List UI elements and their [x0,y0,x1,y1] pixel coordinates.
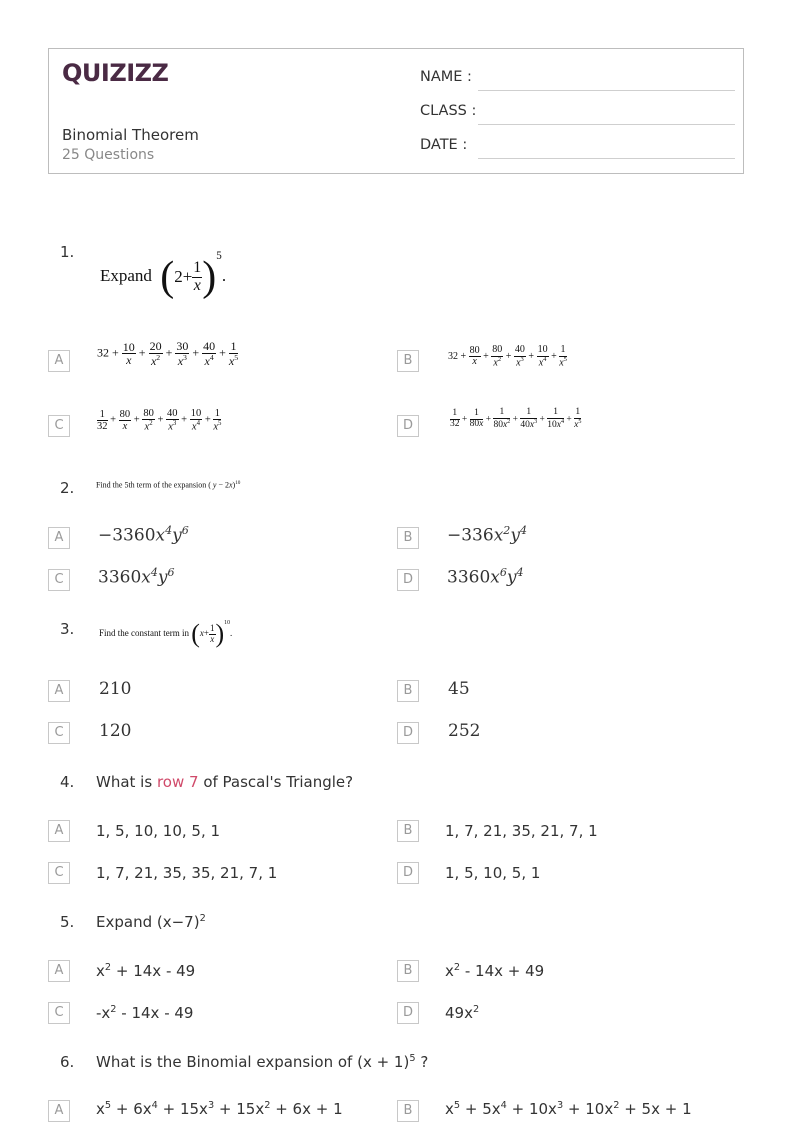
name-line[interactable] [478,90,735,91]
question-number: 1. [60,243,75,261]
question-number: 6. [60,1053,75,1071]
prompt-text: Expand (x−7) [96,913,200,931]
class-field[interactable] [420,103,735,127]
prompt-text: Expand [100,266,152,285]
question-prompt: Find the 5th term of the expansion ( y − 2x)$^{10}$ [96,480,241,490]
question-number: 4. [60,773,75,791]
question-number: 3. [60,620,75,638]
option-c-box[interactable]: C [48,722,70,744]
option-b-box[interactable]: B [397,527,419,549]
option-b-text: 45 [448,679,470,699]
option-c-text: 120 [99,721,132,741]
option-c-box[interactable]: C [48,415,70,437]
date-label: DATE : [420,137,468,153]
option-a-box[interactable]: A [48,680,70,702]
quizizz-logo: QUIZIZZ [62,59,169,87]
option-a-text: 32 + $\frac{10}{x}$ + $\frac{20}{x^2}$ + $\frac{30}{x^3}$ + $\frac{40}{x^4}$ + $\frac{1}{x^5}$ [97,339,239,368]
option-d-box[interactable]: D [397,1002,419,1024]
option-d-box[interactable]: D [397,569,419,591]
option-c-box[interactable]: C [48,569,70,591]
option-b-box[interactable]: B [397,350,419,372]
option-d-box[interactable]: D [397,722,419,744]
question-number: 2. [60,479,75,497]
question-prompt [96,773,353,791]
option-c-box[interactable]: C [48,862,70,884]
question-number: 5. [60,913,75,931]
option-d-text: 252 [448,721,481,741]
date-line[interactable] [478,158,735,159]
exponent: 5 [216,250,222,262]
option-d-text: $3360x^6y^4$ [447,566,524,588]
prompt-highlight: row 7 [156,773,199,791]
option-c-text: 1, 7, 21, 35, 35, 21, 7, 1 [96,864,278,882]
option-b-text: $-336x^2y^4$ [447,524,527,546]
option-a-text: $x^2 + 14x - 49$ [96,962,196,980]
option-a-box[interactable]: A [48,527,70,549]
prompt-text: What is the Binomial expansion of (x + 1) [96,1053,410,1071]
option-c-text: $3360x^4y^6$ [98,566,175,588]
question-prompt: Expand (2+ $\frac{1}{x}$ )$^5$. [100,250,227,301]
option-a-box[interactable]: A [48,820,70,842]
option-d-box[interactable]: D [397,415,419,437]
class-label: CLASS : [420,103,477,119]
exponent: 5 [409,1053,416,1064]
option-b-text: 32 + $\frac{80}{x}$ + $\frac{80}{x^2}$ + $\frac{40}{x^3}$ + $\frac{10}{x^4}$ + $\frac{1}{x^5}$ [448,344,567,368]
option-b-text: $x^2 - 14x + 49$ [445,962,545,980]
date-field[interactable] [420,137,735,161]
prompt-text: of Pascal's Triangle? [198,773,354,791]
option-a-text: $-3360x^4y^6$ [98,524,189,546]
option-a-text: 210 [99,679,132,699]
prompt-text: Find the 5th term of the expansion [96,480,207,490]
option-a-box[interactable]: A [48,960,70,982]
answer-text: 49x [445,1004,473,1022]
option-b-box[interactable]: B [397,1100,419,1122]
worksheet-header [48,48,744,174]
question-prompt: Find the constant term in (x+ $\frac{1}{x}$ )$^{10}$. [99,619,233,648]
option-a-text: $x^5 + 6x^4 + 15x^3 + 15x^2 + 6x + 1$ [96,1100,343,1118]
worksheet-title: Binomial Theorem [62,126,199,144]
prompt-text: ? [415,1053,429,1071]
option-b-text: $x^5 + 5x^4 + 10x^3 + 10x^2 + 5x + 1$ [445,1100,692,1118]
option-b-box[interactable]: B [397,960,419,982]
option-a-box[interactable]: A [48,1100,70,1122]
option-d-box[interactable]: D [397,862,419,884]
option-a-box[interactable]: A [48,350,70,372]
prompt-text: What is [96,773,157,791]
exponent: 2 [199,913,206,924]
name-field[interactable] [420,69,735,93]
question-prompt [96,913,206,931]
option-c-box[interactable]: C [48,1002,70,1024]
question-count: 25 Questions [62,147,155,163]
option-b-text: 1, 7, 21, 35, 21, 7, 1 [445,822,598,840]
option-b-box[interactable]: B [397,680,419,702]
option-b-box[interactable]: B [397,820,419,842]
option-d-text: 1, 5, 10, 5, 1 [445,864,541,882]
class-line[interactable] [478,124,735,125]
option-a-text: 1, 5, 10, 10, 5, 1 [96,822,221,840]
option-d-text: $49x^2$ [445,1004,480,1022]
question-prompt [96,1053,428,1071]
option-c-text: $-x^2 - 14x - 49$ [96,1004,194,1022]
option-c-text: $\frac{1}{32}$ + $\frac{80}{x}$ + $\frac{80}{x^2}$ + $\frac{40}{x^3}$ + $\frac{10}{x^4}$ + $\frac{1}{x^5}$ [97,408,222,433]
name-label: NAME : [420,69,472,85]
prompt-text: Find the constant term in [99,628,189,639]
option-d-text: $\frac{1}{32}$ + $\frac{1}{80x}$ + $\frac{1}{80x^2}$ + $\frac{1}{40x^3}$ + $\frac{1}{10x^4}$ + $\frac{1}{x^5}$ [450,407,582,431]
